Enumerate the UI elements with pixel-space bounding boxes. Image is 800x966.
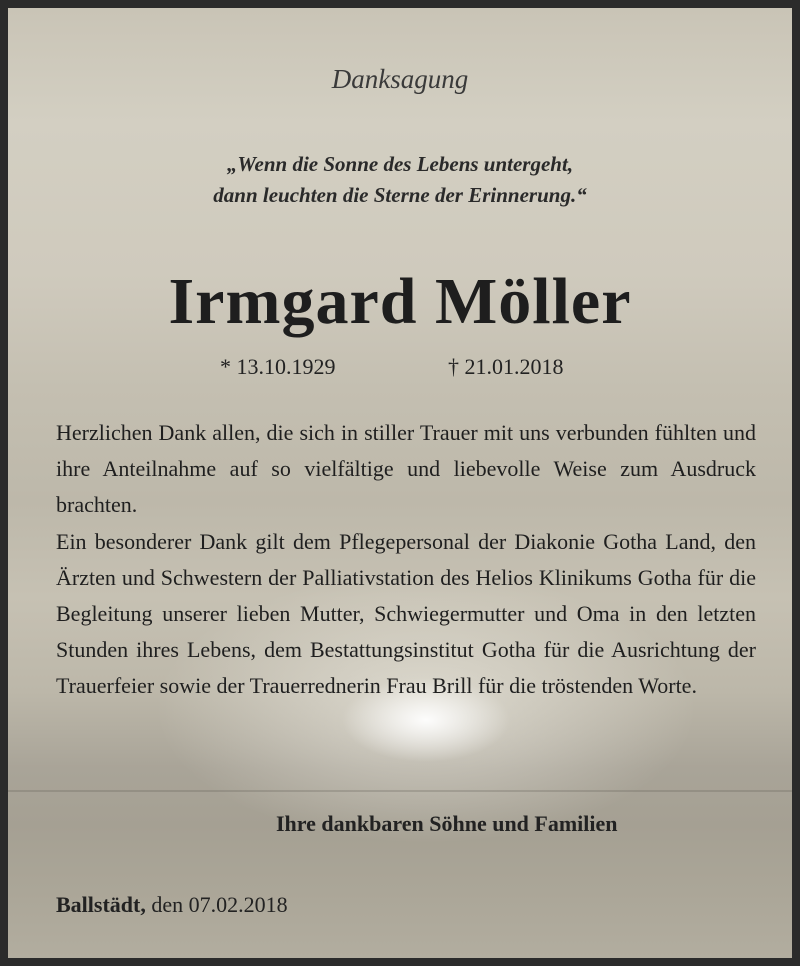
thanks-paragraph-2: Ein besonderer Dank gilt dem Pflegepersonal der Diakonie Gotha Land, den Ärzten und Schwestern der Palliativstation des Helios Klinikums Gotha für die Begleitung unserer lieben Mutter, Schwiegermutter und Oma in den letzten Stunden ihres Lebens, dem Bestattungsinstitut Gotha für die Ausrichtung der Trauerfeier sowie der Trauerrednerin Frau Brill für die tröstenden Worte. [56, 528, 756, 699]
quote-line-2: dann leuchten die Sterne der Erinnerung.“ [213, 183, 587, 207]
notice-date: den 07.02.2018 [151, 892, 288, 917]
deceased-name: Irmgard Möller [168, 265, 632, 338]
signature: Ihre dankbaren Söhne und Familien [276, 811, 618, 836]
quote-line-1: „Wenn die Sonne des Lebens untergeht, [226, 152, 574, 176]
thanks-text [56, 415, 756, 705]
notice-title: Danksagung [331, 64, 469, 94]
birth-date: * 13.10.1929 [220, 354, 336, 379]
place-name: Ballstädt, [56, 892, 146, 917]
place-date [56, 892, 288, 918]
memorial-quote [8, 149, 792, 211]
thanks-paragraph-1: Herzlichen Dank allen, die sich in stiller Trauer mit uns verbunden fühlten und ihre Anteilnahme auf so vielfältige und liebevolle Weise zum Ausdruck brachten. [56, 420, 756, 518]
death-date: † 21.01.2018 [448, 354, 564, 379]
